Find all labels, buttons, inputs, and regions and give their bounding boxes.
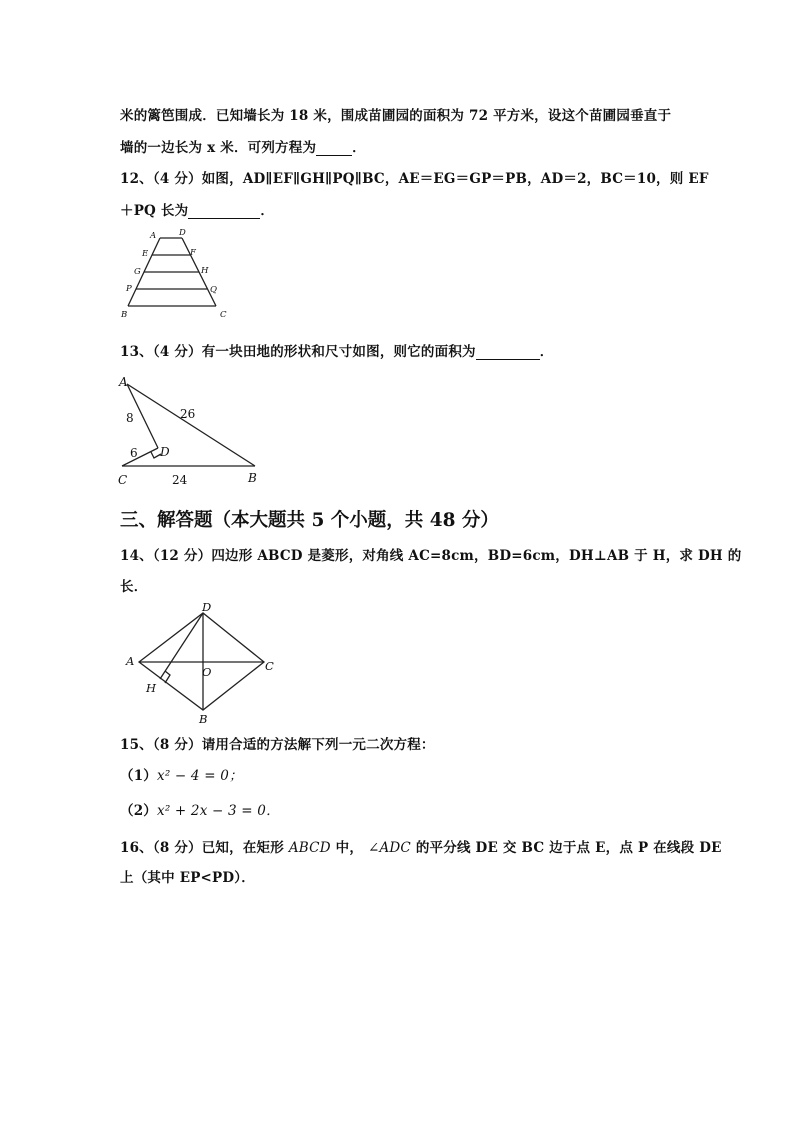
label-a: A xyxy=(126,654,135,668)
q15-line1-text: 15、（8 分）请用合适的方法解下列一元二次方程： xyxy=(120,737,435,753)
label-a: A xyxy=(119,375,128,389)
answer-blank-q11[interactable] xyxy=(316,141,352,156)
q15-part1-equation: x² − 4 = 0； xyxy=(157,768,243,784)
q14-line2-text: 长． xyxy=(120,579,148,595)
q11-line1-text: 米的篱笆围成．已知墙长为 18 米，围成苗圃园的面积为 72 平方米，设这个苗圃园垂直于 xyxy=(120,108,672,124)
label-f: F xyxy=(190,248,196,258)
q11-end: ． xyxy=(352,140,366,156)
q11-line2 xyxy=(120,136,366,156)
q16-line2 xyxy=(120,866,255,886)
q14-rhombus-figure xyxy=(115,596,285,726)
label-c: C xyxy=(118,473,128,487)
q12-line2 xyxy=(120,199,274,219)
label-e: E xyxy=(142,249,149,259)
q15-part1 xyxy=(120,764,243,784)
q16-line1-text-c: 中， xyxy=(335,840,364,856)
q15-part2-equation: x² + 2x − 3 = 0． xyxy=(157,803,280,819)
answer-blank-q13[interactable] xyxy=(476,345,540,360)
label-b: B xyxy=(121,310,128,320)
q16-line1-text-a: 16、（8 分）已知，在矩形 xyxy=(120,840,284,856)
length-ab: 26 xyxy=(180,407,196,421)
q16-rectangle-name: ABCD xyxy=(288,840,331,856)
q13-line1-text: 13、（4 分）有一块田地的形状和尺寸如图，则它的面积为 xyxy=(120,344,476,360)
q13-end: ． xyxy=(539,344,554,360)
q13-field-figure xyxy=(110,370,270,490)
label-o: O xyxy=(202,665,212,679)
q15-part2-label: （2） xyxy=(120,803,157,819)
q12-end: ． xyxy=(260,203,275,219)
side-dc xyxy=(122,448,158,466)
answer-blank-q12[interactable] xyxy=(188,204,260,219)
label-q: Q xyxy=(210,285,217,295)
label-d: D xyxy=(202,600,212,614)
right-angle-mark-h xyxy=(165,671,170,683)
label-h: H xyxy=(146,681,157,695)
label-b: B xyxy=(199,712,208,726)
length-ad: 8 xyxy=(126,411,134,425)
label-g: G xyxy=(134,267,141,277)
q14-line2 xyxy=(120,575,147,595)
label-b: B xyxy=(248,471,257,485)
label-c: C xyxy=(265,659,274,673)
label-h: H xyxy=(201,266,209,276)
q15-part1-label: （1） xyxy=(120,768,157,784)
q16-line1-text-e: 的平分线 DE 交 BC 边于点 E，点 P 在线段 DE xyxy=(415,840,722,856)
length-cb: 24 xyxy=(172,473,188,487)
q16-angle-adc: ∠ADC xyxy=(367,840,411,856)
label-d: D xyxy=(179,228,186,238)
label-d: D xyxy=(160,445,170,459)
q16-line1 xyxy=(120,836,722,856)
label-p: P xyxy=(126,284,132,294)
segment-dh xyxy=(160,613,203,679)
length-cd: 6 xyxy=(130,446,138,460)
q16-line2-text: 上（其中 EP<PD）． xyxy=(120,870,255,886)
label-c: C xyxy=(220,310,227,320)
q12-trapezoid-figure xyxy=(110,226,240,322)
label-a: A xyxy=(150,231,157,241)
section-heading: 三、解答题（本大题共 5 个小题，共 48 分） xyxy=(120,510,499,531)
q12-line1 xyxy=(120,167,709,187)
q14-line1-text: 14、（12 分）四边形 ABCD 是菱形，对角线 AC=8cm，BD=6cm，DH⊥AB 于 H，求 DH 的 xyxy=(120,548,742,564)
q14-line1 xyxy=(120,544,742,564)
q12-line2-text: ＋PQ 长为 xyxy=(120,203,189,219)
q13-line1 xyxy=(120,340,553,360)
q11-line2-text: 墙的一边长为 x 米．可列方程为 xyxy=(120,140,317,156)
q12-line1-text: 12、（4 分）如图，AD∥EF∥GH∥PQ∥BC，AE＝EG＝GP＝PB，AD＝2，BC＝10，则 EF xyxy=(120,171,709,187)
q15-line1 xyxy=(120,733,435,753)
q11-line1 xyxy=(120,104,671,124)
q15-part2 xyxy=(120,799,280,819)
